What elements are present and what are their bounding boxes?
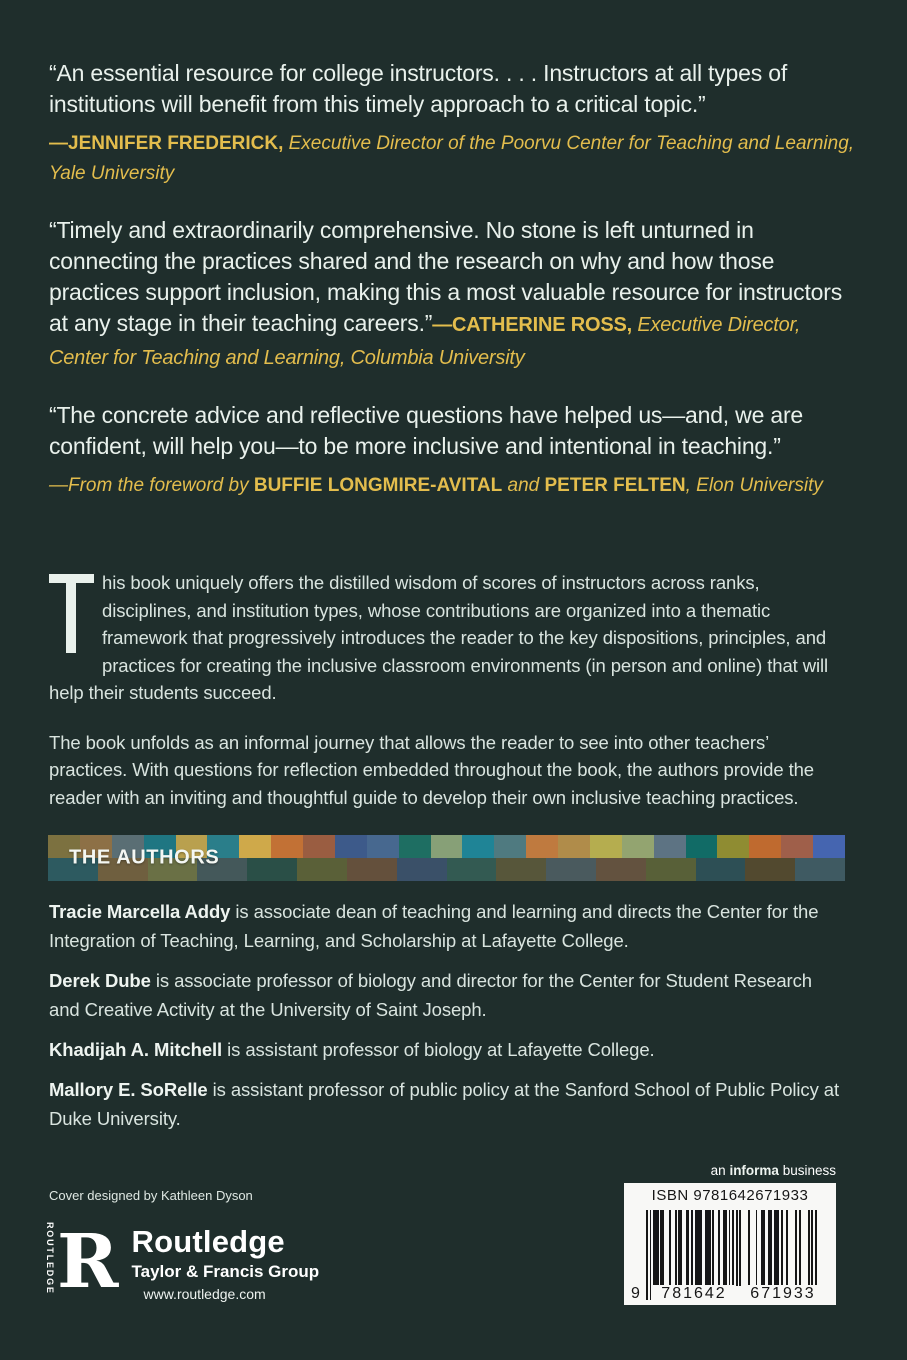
mosaic-tile — [367, 835, 399, 858]
mosaic-tile — [558, 835, 590, 858]
mosaic-tile — [749, 835, 781, 858]
mosaic-tile — [654, 835, 686, 858]
authors-heading: THE AUTHORS — [69, 846, 220, 869]
mosaic-tile — [622, 835, 654, 858]
mosaic-tile — [813, 835, 845, 858]
author-bio: Derek Dube is associate professor of biology and director for the Center for Student Research and Creative Activity at the University of Saint Joseph. — [49, 970, 812, 1020]
quote-text: “The concrete advice and reflective questions have helped us—and, we are confident, will help you—to be more inclusive and intentional in teaching.” — [49, 402, 804, 459]
author-bio: Khadijah A. Mitchell is assistant professor of biology at Lafayette College. — [49, 1039, 655, 1060]
mosaic-tile — [546, 858, 596, 881]
mosaic-tile — [646, 858, 696, 881]
publisher-name: Routledge — [131, 1224, 285, 1259]
mosaic-tile — [247, 858, 297, 881]
barcode-digit-lead: 9 — [631, 1285, 645, 1303]
endorsement-quotes — [0, 0, 907, 501]
publisher-group: Taylor & Francis Group — [131, 1262, 320, 1281]
mosaic-tile — [745, 858, 795, 881]
mosaic-tile — [781, 835, 813, 858]
quote-block — [49, 215, 855, 374]
routledge-r-mark: R — [57, 1219, 119, 1305]
publisher-text — [132, 1222, 320, 1302]
barcode-digit-group: 781642 — [653, 1285, 735, 1303]
mosaic-tile — [686, 835, 718, 858]
isbn-label: ISBN 9781642671933 — [651, 1187, 809, 1204]
quote-attribution: —JENNIFER FREDERICK, Executive Director of the Poorvu Center for Teaching and Learning, Yale University — [49, 133, 855, 184]
mosaic-tile — [526, 835, 558, 858]
description-text: his book uniquely offers the distilled wisdom of scores of instructors across ranks, disciplines, and institution types, whose contributions are organized into a thematic framework that progressively introduces the reader to the key dispositions, principles, and practices for creating the inclusive classroom environments (in person and online) that will help their students succeed. — [49, 572, 829, 703]
authors-band — [48, 835, 845, 881]
mosaic-tile — [462, 835, 494, 858]
quote-block — [49, 400, 855, 501]
informa-business-line: an informa business — [710, 1163, 836, 1178]
mosaic-tile — [494, 835, 526, 858]
mosaic-tile — [303, 835, 335, 858]
author-bio: Tracie Marcella Addy is associate dean of teaching and learning and directs the Center for the Integration of Teaching, Learning, and Scholarship at Lafayette College. — [49, 901, 819, 951]
barcode-bars — [646, 1210, 817, 1286]
quote-text: “Timely and extraordinarily comprehensive. No stone is left unturned in connecting the practices shared and the research on why and how those practices support inclusion, making this a most valuable resource for instructors at any stage in their teaching careers.”—CATHERINE ROSS, Executive Director, Center for Teaching and Learning, Columbia University — [49, 217, 842, 369]
barcode-digits — [624, 1285, 836, 1303]
book-description — [0, 527, 907, 811]
description-paragraph: The book unfolds as an informal journey that allows the reader to see into other teachers’ practices. With questions for reflection embedded throughout the book, the authors provide the reader with an inviting and thoughtful guide to develop their own inclusive teaching practices. — [49, 731, 814, 808]
mosaic-tile — [297, 858, 347, 881]
routledge-logo-mark — [44, 1219, 119, 1305]
mosaic-tile — [696, 858, 746, 881]
cover-designer-credit: Cover designed by Kathleen Dyson — [49, 1188, 253, 1203]
author-bios — [0, 881, 907, 1133]
quote-attribution: —From the foreword by BUFFIE LONGMIRE-AVITAL and PETER FELTEN, Elon University — [49, 475, 823, 496]
publisher-website: www.routledge.com — [143, 1286, 266, 1302]
mosaic-tile — [590, 835, 622, 858]
quote-text: “An essential resource for college instructors. . . . Instructors at all types of institutions will benefit from this timely approach to a critical topic.” — [49, 60, 788, 117]
mosaic-tile — [795, 858, 845, 881]
mosaic-tile — [239, 835, 271, 858]
mosaic-tile — [399, 835, 431, 858]
mosaic-tile — [347, 858, 397, 881]
routledge-vertical-text: ROUTLEDGE — [45, 1222, 55, 1295]
barcode-digit-group: 671933 — [742, 1285, 824, 1303]
mosaic-tile — [271, 835, 303, 858]
isbn-barcode — [624, 1183, 836, 1305]
mosaic-tile — [496, 858, 546, 881]
mosaic-tile — [397, 858, 447, 881]
mosaic-tile — [447, 858, 497, 881]
quote-block — [49, 58, 855, 189]
author-bio: Mallory E. SoRelle is assistant professor of public policy at the Sanford School of Public Policy at Duke University. — [49, 1079, 839, 1129]
mosaic-tile — [431, 835, 463, 858]
mosaic-tile — [596, 858, 646, 881]
mosaic-tile — [335, 835, 367, 858]
mosaic-tile — [717, 835, 749, 858]
description-paragraph — [49, 569, 849, 707]
routledge-logo — [44, 1219, 320, 1305]
drop-cap-letter — [49, 574, 102, 653]
